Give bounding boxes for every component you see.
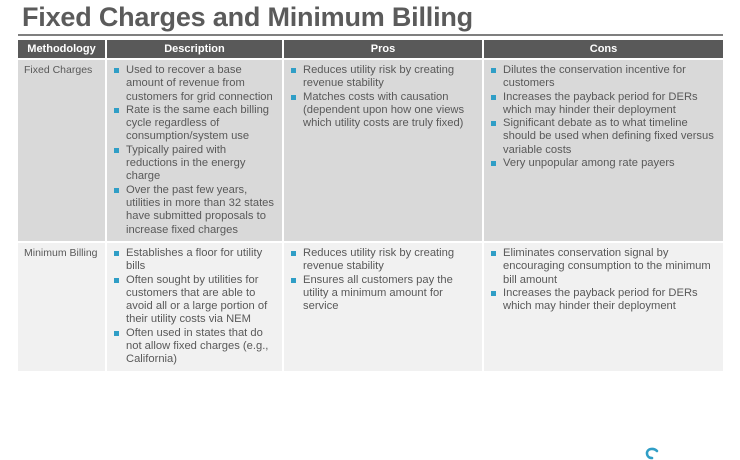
- cons-cell: [483, 59, 723, 242]
- comparison-table: [18, 40, 723, 371]
- methodology-cell: Minimum Billing: [18, 242, 106, 371]
- cons-bullet: Significant debate as to what timeline should be used when defining fixed versus variable costs: [490, 117, 717, 157]
- cons-bullet: Very unpopular among rate payers: [490, 157, 717, 170]
- pros-bullet: Reduces utility risk by creating revenue stability: [290, 247, 476, 274]
- table-row: [18, 59, 723, 242]
- pros-bullet: Reduces utility risk by creating revenue stability: [290, 64, 476, 91]
- description-cell: [106, 242, 283, 371]
- cons-bullet: Dilutes the conservation incentive for customers: [490, 64, 717, 91]
- methodology-cell: Fixed Charges: [18, 59, 106, 242]
- logo-icon: [640, 442, 664, 460]
- title-divider: [18, 34, 723, 36]
- description-bullet: Rate is the same each billing cycle regardless of consumption/system use: [113, 104, 276, 144]
- description-cell: [106, 59, 283, 242]
- pros-bullet: Ensures all customers pay the utility a minimum amount for service: [290, 274, 476, 314]
- description-bullet: Over the past few years, utilities in more than 32 states have submitted proposals to increase fixed charges: [113, 184, 276, 237]
- table-row: [18, 242, 723, 371]
- description-bullet: Often sought by utilities for customers that are able to avoid all or a large portion of their utility costs via NEM: [113, 274, 276, 327]
- pros-cell: [283, 59, 483, 242]
- header-cons: Cons: [483, 40, 723, 59]
- description-bullet: Used to recover a base amount of revenue from customers for grid connection: [113, 64, 276, 104]
- pros-bullet: Matches costs with causation (dependent upon how one views which utility costs are truly fixed): [290, 91, 476, 131]
- header-description: Description: [106, 40, 283, 59]
- description-bullet: Often used in states that do not allow fixed charges (e.g., California): [113, 327, 276, 367]
- header-pros: Pros: [283, 40, 483, 59]
- header-row: [18, 40, 723, 59]
- cons-bullet: Increases the payback period for DERs which may hinder their deployment: [490, 287, 717, 314]
- header-methodology: Methodology: [18, 40, 106, 59]
- cons-bullet: Increases the payback period for DERs which may hinder their deployment: [490, 91, 717, 118]
- cons-cell: [483, 242, 723, 371]
- cons-bullet: Eliminates conservation signal by encouraging consumption to the minimum bill amount: [490, 247, 717, 287]
- description-bullet: Typically paired with reductions in the energy charge: [113, 144, 276, 184]
- page-title: Fixed Charges and Minimum Billing: [22, 2, 473, 32]
- description-bullet: Establishes a floor for utility bills: [113, 247, 276, 274]
- pros-cell: [283, 242, 483, 371]
